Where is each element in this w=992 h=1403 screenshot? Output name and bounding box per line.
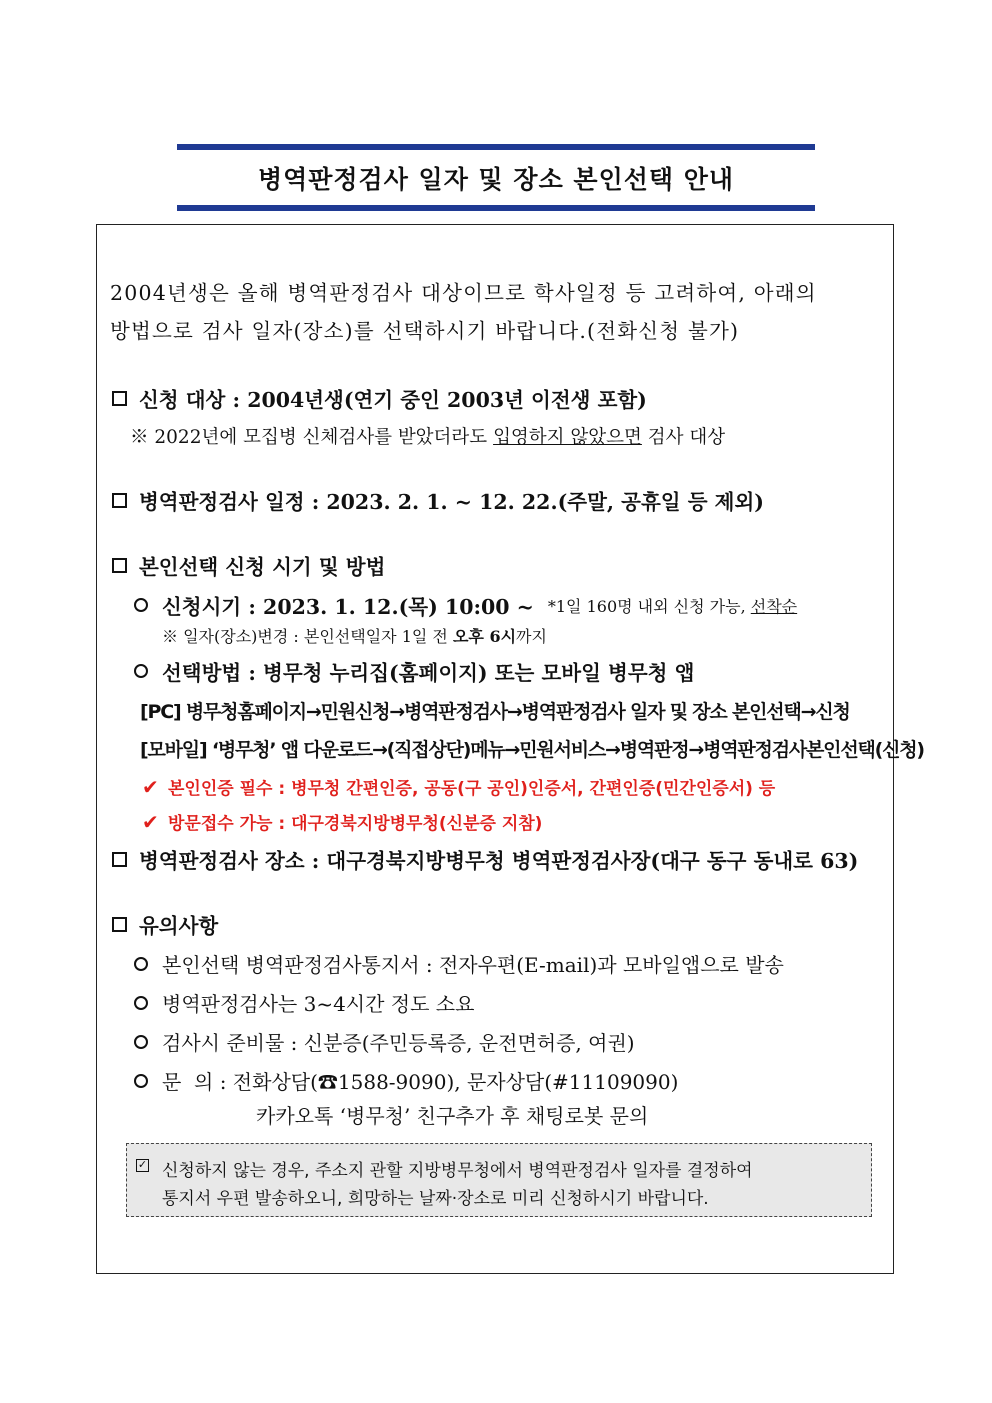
caution-item-text: 병역판정검사는 3~4시간 정도 소요 — [162, 992, 475, 1016]
notice-line-2: 통지서 우편 발송하오니, 희망하는 날짜·장소로 미리 신청하시기 바랍니다. — [162, 1189, 709, 1209]
square-bullet-icon — [112, 917, 127, 932]
title-banner — [177, 144, 815, 211]
notice-line-1: 신청하지 않는 경우, 주소지 관할 지방병무청에서 병역판정검사 일자를 결정하여 — [162, 1161, 753, 1181]
section-schedule — [112, 485, 764, 515]
target-note-suffix: 검사 대상 — [641, 427, 726, 448]
method-period — [134, 590, 797, 620]
caution-item — [134, 1066, 678, 1095]
checkmark-icon: ✔ — [142, 774, 159, 799]
circle-bullet-icon — [134, 957, 148, 971]
section-target — [112, 383, 647, 413]
circle-bullet-icon — [134, 664, 148, 678]
visit-allowed-text: 방문접수 가능 : 대구경북지방병무청(신분증 지참) — [168, 814, 543, 834]
caution-item-text: 본인선택 병역판정검사통지서 : 전자우편(E-mail)과 모바일앱으로 발송 — [162, 953, 784, 977]
auth-required — [142, 774, 775, 799]
change-note-end: 까지 — [516, 627, 547, 646]
change-note-text: ※ 일자(장소)변경 : 본인선택일자 1일 전 — [162, 627, 453, 646]
caution-item — [134, 1027, 635, 1056]
method-select — [134, 656, 694, 686]
caution-item-text: 검사시 준비물 : 신분증(주민등록증, 운전면허증, 여권) — [162, 1031, 635, 1055]
square-bullet-icon — [112, 852, 127, 867]
square-bullet-icon — [112, 391, 127, 406]
contact-kakao: 카카오톡 ‘병무청’ 친구추가 후 채팅로봇 문의 — [256, 1104, 649, 1128]
target-note-prefix: ※ 2022년에 모집병 신체검사를 받았더라도 — [130, 427, 494, 448]
section-method-heading: 본인선택 신청 시기 및 방법 — [139, 555, 386, 579]
section-cautions-heading: 유의사항 — [139, 914, 219, 938]
section-location-heading: 병역판정검사 장소 : 대구경북지방병무청 병역판정검사장(대구 동구 동내로 63) — [139, 849, 859, 873]
intro-line-1: 2004년생은 올해 병역판정검사 대상이므로 학사일정 등 고려하여, 아래의 — [110, 281, 817, 305]
auth-required-text: 본인인증 필수 : 병무청 간편인증, 공동(구 공인)인증서, 간편인증(민간인증서) 등 — [168, 779, 776, 799]
square-bullet-icon — [112, 493, 127, 508]
title-bottom-bar — [177, 205, 815, 211]
circle-bullet-icon — [134, 996, 148, 1010]
circle-bullet-icon — [134, 1035, 148, 1049]
circle-bullet-icon — [134, 1074, 148, 1088]
square-bullet-icon — [112, 558, 127, 573]
section-target-heading: 신청 대상 : 2004년생(연기 중인 2003년 이전생 포함) — [139, 388, 647, 412]
checkbox-icon: ✓ — [137, 1158, 148, 1171]
circle-bullet-icon — [134, 598, 148, 612]
caution-item — [134, 949, 784, 978]
caution-item — [134, 988, 474, 1017]
method-select-label: 선택방법 : 병무청 누리집(홈페이지) 또는 모바일 병무청 앱 — [162, 661, 695, 685]
notice-box — [126, 1143, 872, 1217]
page-title: 병역판정검사 일자 및 장소 본인선택 안내 — [257, 164, 735, 194]
section-schedule-heading: 병역판정검사 일정 : 2023. 2. 1. ~ 12. 22.(주말, 공휴일 등 제외) — [139, 490, 764, 514]
section-method — [112, 550, 385, 580]
target-note-underlined: 입영하지 않았으면 — [493, 427, 642, 448]
method-change-note — [162, 624, 547, 647]
caution-item-text: 문 의 : 전화상담(☎1588-9090), 문자상담(#11109090) — [162, 1070, 679, 1094]
section-location — [112, 844, 858, 874]
method-period-note — [548, 594, 797, 617]
pc-path: [PC] 병무청홈페이지→민원신청→병역판정검사→병역판정검사 일자 및 장소 본인선택→신청 — [140, 701, 850, 723]
intro-line-2: 방법으로 검사 일자(장소)를 선택하시기 바랍니다.(전화신청 불가) — [110, 319, 740, 343]
mobile-path: [모바일] ‘병무청’ 앱 다운로드→(직접상단)메뉴→민원서비스→병역판정→병역판정검사본인선택(신청) — [140, 739, 924, 761]
method-period-label: 신청시기 : 2023. 1. 12.(목) 10:00 ~ — [162, 595, 534, 619]
method-period-note-text: *1일 160명 내외 신청 가능, — [547, 596, 751, 616]
change-note-bold: 오후 6시 — [452, 627, 517, 646]
target-note — [130, 423, 725, 449]
checkmark-icon: ✔ — [142, 809, 159, 834]
section-cautions — [112, 909, 218, 939]
visit-allowed — [142, 809, 542, 834]
method-period-note-underlined: 선착순 — [750, 596, 798, 616]
